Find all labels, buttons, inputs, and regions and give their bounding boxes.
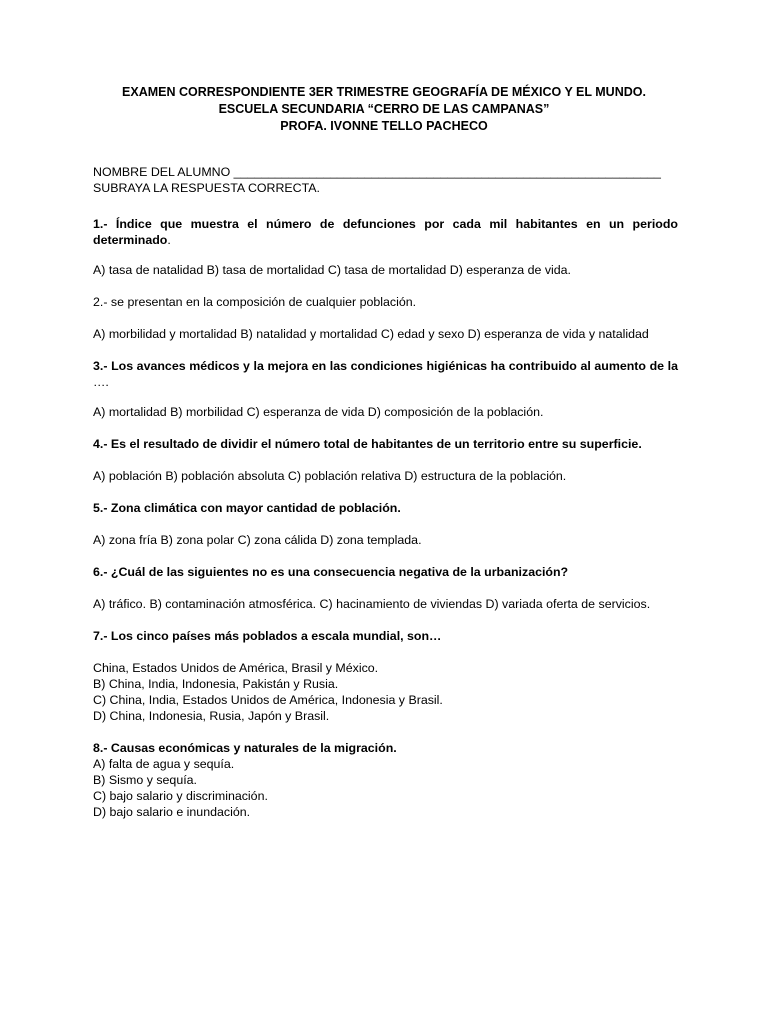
- question-suffix: ….: [93, 375, 109, 389]
- question-number: 6.-: [93, 565, 108, 579]
- answer-options-5: A) zona fría B) zona polar C) zona cálida D) zona templada.: [93, 533, 422, 547]
- answer-option: D) China, Indonesia, Rusia, Japón y Brasil.: [93, 709, 330, 723]
- question-text: se presentan en la composición de cualquier población.: [107, 295, 417, 309]
- answer-options-3: A) mortalidad B) morbilidad C) esperanza de vida D) composición de la población.: [93, 405, 544, 419]
- teacher-name: PROFA. IVONNE TELLO PACHECO: [280, 119, 488, 133]
- question-8: [93, 740, 678, 756]
- question-text: Zona climática con mayor cantidad de población.: [107, 501, 401, 515]
- student-name-field: NOMBRE DEL ALUMNO ______________________________________________________________: [93, 165, 661, 179]
- question-6: [93, 564, 678, 580]
- answer-options-7: [93, 660, 678, 724]
- question-text: Causas económicas y naturales de la migración.: [107, 741, 397, 755]
- question-7: [93, 628, 678, 644]
- question-number: 8.-: [93, 741, 108, 755]
- exam-body: [93, 164, 678, 820]
- answer-option: D) bajo salario e inundación.: [93, 805, 251, 819]
- question-2: [93, 294, 678, 310]
- question-number: 1.: [93, 217, 104, 231]
- answer-option: C) bajo salario y discriminación.: [93, 789, 268, 803]
- question-text: Los avances médicos y la mejora en las condiciones higiénicas ha contribuido al aumento de la: [107, 359, 678, 373]
- answer-option: A) falta de agua y sequía.: [93, 757, 235, 771]
- instructions: SUBRAYA LA RESPUESTA CORRECTA.: [93, 181, 320, 195]
- question-text: ¿Cuál de las siguientes no es una consecuencia negativa de la urbanización?: [107, 565, 569, 579]
- question-number: 5.-: [93, 501, 108, 515]
- answer-options-8: [93, 756, 678, 820]
- answer-options-6: A) tráfico. B) contaminación atmosférica. C) hacinamiento de viviendas D) variada oferta de servicios.: [93, 597, 651, 611]
- question-text: Es el resultado de dividir el número total de habitantes de un territorio entre su superficie.: [107, 437, 642, 451]
- answer-option: China, Estados Unidos de América, Brasil y México.: [93, 661, 379, 675]
- answer-option: B) Sismo y sequía.: [93, 773, 197, 787]
- question-number: 4.-: [93, 437, 108, 451]
- question-suffix: .: [167, 233, 171, 247]
- answer-options-2: A) morbilidad y mortalidad B) natalidad y mortalidad C) edad y sexo D) esperanza de vida y natalidad: [93, 327, 649, 341]
- answer-options-1: A) tasa de natalidad B) tasa de mortalidad C) tasa de mortalidad D) esperanza de vida.: [93, 263, 571, 277]
- question-1: [93, 216, 678, 248]
- exam-header: [0, 84, 768, 135]
- question-text: - Índice que muestra el número de defunciones por cada mil habitantes en un periodo determinado: [93, 217, 678, 247]
- question-4: [93, 436, 678, 452]
- question-text: Los cinco países más poblados a escala mundial, son…: [107, 629, 442, 643]
- question-3: [93, 358, 678, 390]
- school-name: ESCUELA SECUNDARIA “CERRO DE LAS CAMPANAS”: [218, 102, 550, 116]
- question-number: 2.-: [93, 295, 108, 309]
- answer-option: B) China, India, Indonesia, Pakistán y Rusia.: [93, 677, 339, 691]
- exam-title: EXAMEN CORRESPONDIENTE 3ER TRIMESTRE GEOGRAFÍA DE MÉXICO Y EL MUNDO.: [122, 85, 646, 99]
- question-number: 7.-: [93, 629, 108, 643]
- answer-option: C) China, India, Estados Unidos de América, Indonesia y Brasil.: [93, 693, 443, 707]
- question-5: [93, 500, 678, 516]
- question-number: 3.-: [93, 359, 108, 373]
- answer-options-4: A) población B) población absoluta C) población relativa D) estructura de la población.: [93, 469, 567, 483]
